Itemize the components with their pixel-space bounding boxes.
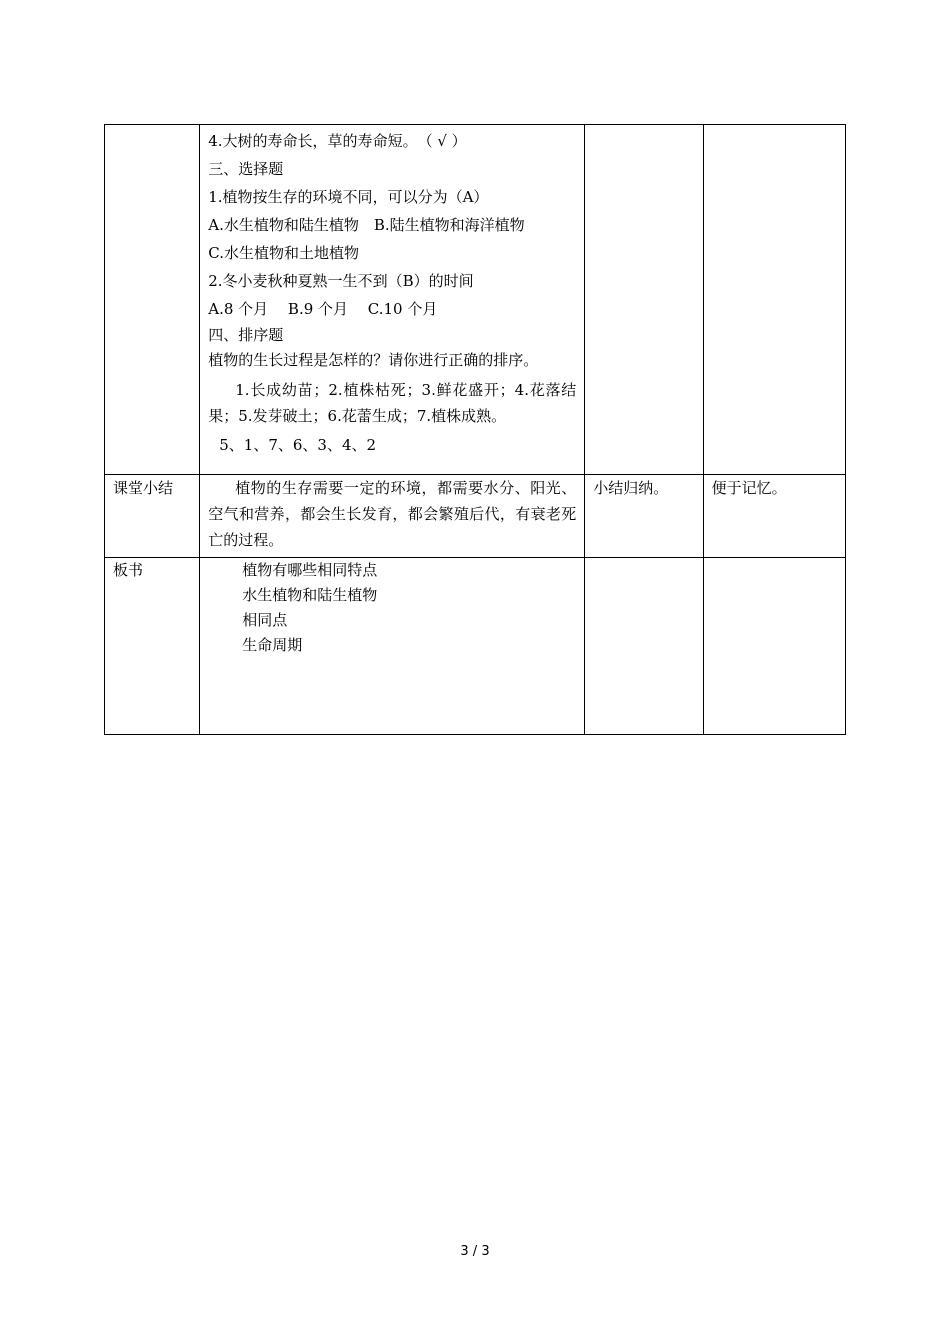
design-purpose-cell <box>703 558 845 735</box>
content-cell <box>200 558 585 735</box>
student-activity-cell <box>585 558 703 735</box>
table-row <box>105 475 846 558</box>
row-label: 课堂小结 <box>113 479 174 497</box>
judgement-item-4: 4.大树的寿命长，草的寿命短。 （ √ ） <box>208 132 467 150</box>
choice-options-2: A.8 个月 B.9 个月 C.10 个月 <box>208 300 438 318</box>
lesson-plan-table <box>104 124 846 735</box>
table-row <box>105 125 846 475</box>
student-activity-cell <box>585 475 703 558</box>
design-purpose-text: 便于记忆。 <box>711 479 787 497</box>
summary-text: 植物的生存需要一定的环境，都需要水分、阳光、空气和营养，都会生长发育，都会繁殖后代，有衰老死亡的过程。 <box>208 479 577 549</box>
order-answer: 5、1、7、6、3、4、2 <box>219 436 377 454</box>
board-line: 植物有哪些相同特点 <box>242 561 378 579</box>
student-activity-cell <box>585 125 703 475</box>
student-activity-text: 小结归纳。 <box>593 479 669 497</box>
choice-question-1: 1.植物按生存的环境不同，可以分为（A） <box>208 188 489 206</box>
content-cell <box>200 125 585 475</box>
table-row <box>105 558 846 735</box>
page-number: 3 / 3 <box>460 1244 490 1259</box>
section-heading-order: 四、排序题 <box>208 326 284 344</box>
order-question: 植物的生长过程是怎样的？请你进行正确的排序。 <box>208 351 539 369</box>
row-label-cell <box>105 558 200 735</box>
order-steps: 1.长成幼苗；2.植株枯死；3.鲜花盛开；4.花落结果；5.发芽破土；6.花蕾生成；7.植株成熟。 <box>208 381 577 425</box>
board-line: 生命周期 <box>242 636 303 654</box>
choice-options-1b: C.水生植物和土地植物 <box>208 244 359 262</box>
design-purpose-cell <box>703 125 845 475</box>
row-label-cell <box>105 475 200 558</box>
choice-options-1a: A.水生植物和陆生植物 B.陆生植物和海洋植物 <box>208 216 525 234</box>
section-heading-choice: 三、选择题 <box>208 160 284 178</box>
content-cell <box>200 475 585 558</box>
row-label-cell <box>105 125 200 475</box>
design-purpose-cell <box>703 475 845 558</box>
row-label: 板书 <box>113 561 144 579</box>
board-line: 水生植物和陆生植物 <box>242 586 378 604</box>
choice-question-2: 2.冬小麦秋种夏熟一生不到（B）的时间 <box>208 272 474 290</box>
board-line: 相同点 <box>242 611 288 629</box>
